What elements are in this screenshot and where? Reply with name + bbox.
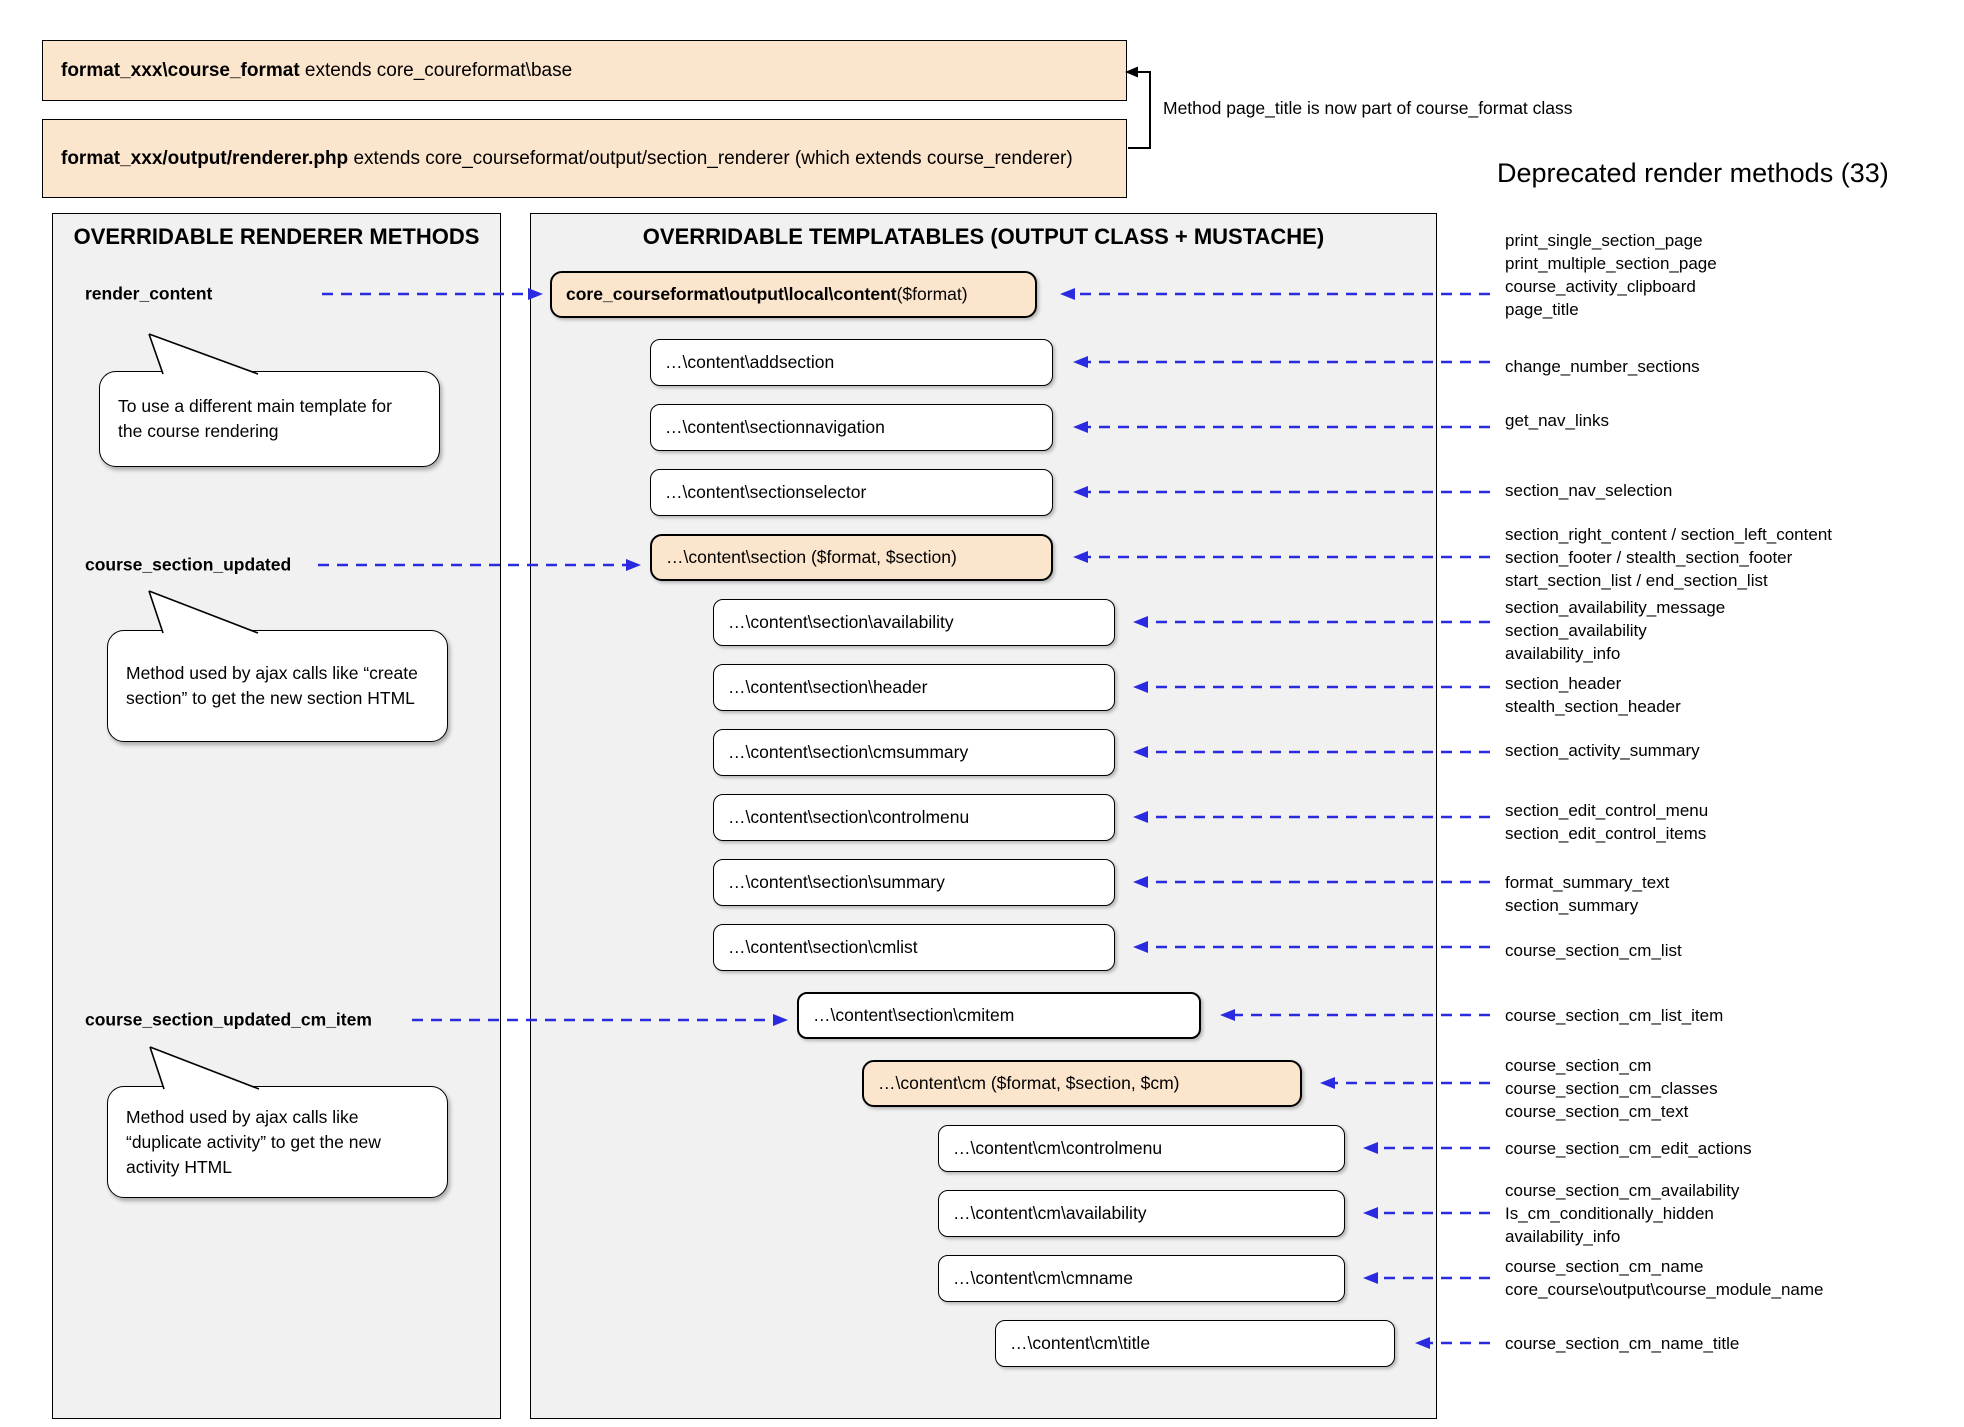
- deprecated-method: course_section_cm_list_item: [1505, 1005, 1724, 1025]
- deprecated-method: section_header: [1505, 674, 1622, 693]
- deprecated-method: course_section_cm_text: [1505, 1101, 1689, 1121]
- templatables-panel-title: OVERRIDABLE TEMPLATABLES (OUTPUT CLASS + MUSTACHE): [642, 224, 1325, 249]
- deprecated-method-group-8: [1505, 799, 1708, 845]
- templatable-box-11: …\content\section\cmitem: [797, 992, 1201, 1039]
- deprecated-method-group-5: [1505, 596, 1725, 665]
- deprecated-method-group-2: [1505, 409, 1609, 432]
- templatable-box-bold-text: core_courseformat\output\local\content: [566, 283, 897, 304]
- templatable-box-0: [550, 271, 1037, 318]
- deprecated-method: section_activity_summary: [1505, 740, 1700, 760]
- deprecated-method: change_number_sections: [1505, 356, 1700, 376]
- templatable-box-12: …\content\cm ($format, $section, $cm): [862, 1060, 1302, 1107]
- deprecated-method: section_availability_message: [1505, 597, 1726, 617]
- note-bubble-0: [99, 371, 440, 467]
- deprecated-method-group-9: [1505, 871, 1669, 917]
- deprecated-method: page_title: [1505, 300, 1579, 319]
- class-box-text: format_xxx/output/renderer.php extends core_courseformat/output/section_renderer (which extends course_renderer): [61, 147, 1073, 169]
- bracket-connector: [1128, 72, 1150, 148]
- deprecated-method: get_nav_links: [1505, 410, 1609, 430]
- deprecated-method: Is_cm_conditionally_hidden: [1505, 1203, 1714, 1223]
- deprecated-method-group-11: [1505, 1004, 1723, 1027]
- deprecated-method-group-7: [1505, 739, 1700, 762]
- templatable-box-13: …\content\cm\controlmenu: [938, 1125, 1345, 1172]
- templatable-box-9: …\content\section\summary: [713, 859, 1115, 906]
- deprecated-method: section_summary: [1505, 896, 1639, 915]
- deprecated-method-group-3: [1505, 479, 1672, 502]
- deprecated-method-group-16: [1505, 1332, 1739, 1355]
- class-box-text: format_xxx\course_format extends core_coureformat\base: [61, 59, 573, 81]
- class-box-course-format: [42, 40, 1127, 101]
- deprecated-method: section_right_content / section_left_content: [1505, 524, 1832, 544]
- templatable-box-text: ($format): [896, 283, 968, 304]
- note-bubble-1: [107, 630, 448, 742]
- class-box-renderer-php: [42, 119, 1127, 198]
- deprecated-method: availability_info: [1505, 1226, 1621, 1246]
- deprecated-method: course_section_cm: [1505, 1055, 1652, 1075]
- deprecated-method: course_section_cm_classes: [1505, 1078, 1718, 1098]
- deprecated-method: format_summary_text: [1505, 873, 1670, 892]
- templatable-box-14: …\content\cm\availability: [938, 1190, 1345, 1237]
- deprecated-method: section_edit_control_menu: [1505, 801, 1709, 820]
- templatable-box-15: …\content\cm\cmname: [938, 1255, 1345, 1302]
- templatable-box-6: …\content\section\header: [713, 664, 1115, 711]
- deprecated-method: section_availability: [1505, 620, 1647, 640]
- deprecated-method-group-12: [1505, 1054, 1718, 1123]
- deprecated-method: course_section_cm_availability: [1505, 1180, 1740, 1200]
- templatable-box-1: …\content\addsection: [650, 339, 1053, 386]
- deprecated-method-group-14: [1505, 1179, 1739, 1248]
- deprecated-method-group-13: [1505, 1137, 1752, 1160]
- note-bubble-2: [107, 1086, 448, 1198]
- note-bubble-text: Method used by ajax calls like “create section” to get the new section HTML: [126, 663, 418, 708]
- templatable-box-7: …\content\section\cmsummary: [713, 729, 1115, 776]
- deprecated-method-group-6: [1505, 672, 1681, 718]
- deprecated-method: start_section_list / end_section_list: [1505, 570, 1768, 590]
- templatable-box-4: …\content\section ($format, $section): [650, 534, 1053, 581]
- deprecated-method-group-15: [1505, 1255, 1823, 1301]
- templatable-box-3: …\content\sectionselector: [650, 469, 1053, 516]
- deprecated-method-group-1: [1505, 355, 1700, 378]
- deprecated-method: print_multiple_section_page: [1505, 254, 1717, 273]
- deprecated-method: availability_info: [1505, 643, 1621, 663]
- deprecated-methods-heading: Deprecated render methods (33): [1497, 158, 1889, 188]
- note-bubble-text: To use a different main template for the course rendering: [118, 396, 392, 441]
- renderer-method-label-0: render_content: [85, 283, 213, 304]
- deprecated-method: section_edit_control_items: [1505, 824, 1707, 843]
- deprecated-method: core_course\output\course_module_name: [1505, 1280, 1824, 1299]
- page-title-annotation: Method page_title is now part of course_format class: [1163, 98, 1573, 118]
- templatable-box-8: …\content\section\controlmenu: [713, 794, 1115, 841]
- templatable-box-10: …\content\section\cmlist: [713, 924, 1115, 971]
- deprecated-method-group-10: [1505, 939, 1682, 962]
- deprecated-method-group-4: [1505, 523, 1832, 592]
- deprecated-method: course_activity_clipboard: [1505, 277, 1696, 296]
- deprecated-method: stealth_section_header: [1505, 697, 1681, 716]
- renderer-methods-panel-title: OVERRIDABLE RENDERER METHODS: [73, 224, 480, 249]
- renderer-method-label-1: course_section_updated: [85, 554, 292, 575]
- deprecated-method: course_section_cm_list: [1505, 940, 1682, 960]
- deprecated-method: course_section_cm_name_title: [1505, 1333, 1740, 1353]
- deprecated-method: course_section_cm_name: [1505, 1257, 1704, 1276]
- renderer-method-label-2: course_section_updated_cm_item: [85, 1009, 372, 1030]
- deprecated-method: course_section_cm_edit_actions: [1505, 1138, 1752, 1158]
- note-bubble-text: Method used by ajax calls like “duplicate activity” to get the new activity HTML: [126, 1106, 381, 1177]
- templatable-box-5: …\content\section\availability: [713, 599, 1115, 646]
- deprecated-method: section_footer / stealth_section_footer: [1505, 547, 1793, 567]
- templatable-box-16: …\content\cm\title: [995, 1320, 1395, 1367]
- deprecated-method: section_nav_selection: [1505, 480, 1673, 500]
- templatable-box-2: …\content\sectionnavigation: [650, 404, 1053, 451]
- deprecated-method: print_single_section_page: [1505, 231, 1703, 250]
- deprecated-method-group-0: [1505, 229, 1717, 321]
